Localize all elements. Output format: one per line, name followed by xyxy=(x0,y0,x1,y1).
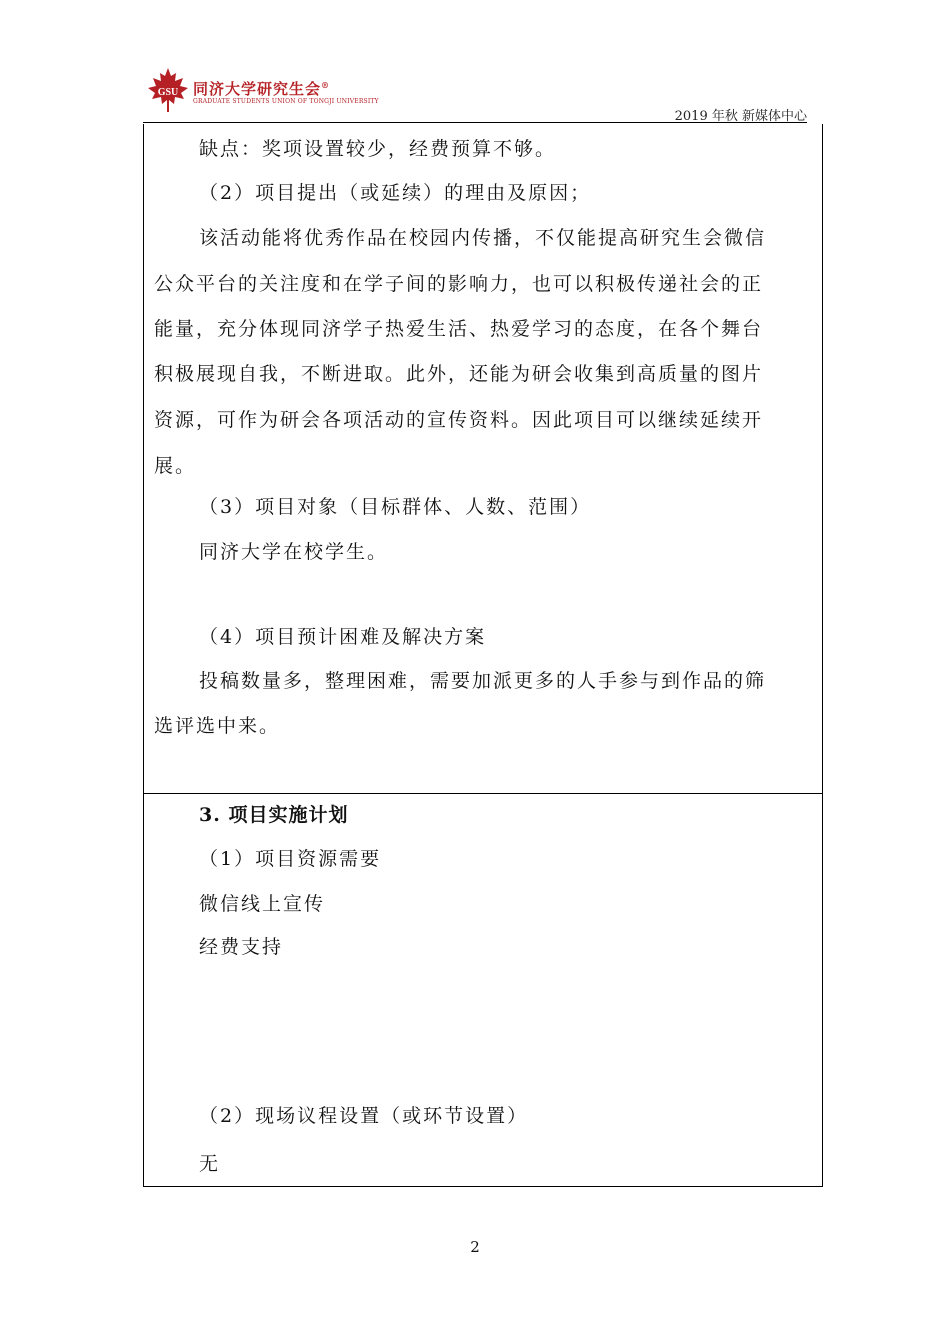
page-header xyxy=(143,64,807,124)
svg-text:GSU: GSU xyxy=(157,87,179,98)
text-line: （2）项目提出（或延续）的理由及原因； xyxy=(199,182,592,204)
text-line: 资源，可作为研会各项活动的宣传资料。因此项目可以继续延续开 xyxy=(154,409,764,431)
page-number: 2 xyxy=(470,1238,480,1256)
text-line: 经费支持 xyxy=(199,936,284,958)
org-logo xyxy=(145,66,379,114)
section-title: 3. 项目实施计划 xyxy=(199,804,349,826)
text-line: 无 xyxy=(199,1153,221,1175)
text-line: （1）项目资源需要 xyxy=(199,848,382,870)
text-line: （2）现场议程设置（或环节设置） xyxy=(199,1105,529,1127)
text-line: 同济大学在校学生。 xyxy=(199,541,389,563)
text-line: 能量，充分体现同济学子热爱生活、热爱学习的态度，在各个舞台 xyxy=(154,318,764,340)
header-rule xyxy=(143,122,807,123)
maple-leaf-icon xyxy=(145,66,191,114)
text-line: 微信线上宣传 xyxy=(199,893,326,915)
text-line: 选评选中来。 xyxy=(154,715,281,737)
text-line: 展。 xyxy=(154,455,197,477)
text-line: 投稿数量多，整理困难，需要加派更多的人手参与到作品的筛 xyxy=(199,670,767,692)
header-term-department: 2019 年秋 新媒体中心 xyxy=(674,109,807,124)
text-line: 缺点：奖项设置较少，经费预算不够。 xyxy=(199,138,557,160)
text-line: 积极展现自我，不断进取。此外，还能为研会收集到高质量的图片 xyxy=(154,363,764,385)
implementation-plan-cell xyxy=(143,793,823,1187)
text-line: （3）项目对象（目标群体、人数、范围） xyxy=(199,496,592,518)
text-line: 公众平台的关注度和在学子间的影响力，也可以积极传递社会的正 xyxy=(154,273,764,295)
project-rationale-cell xyxy=(143,124,823,794)
text-line: 该活动能将优秀作品在校园内传播，不仅能提高研究生会微信 xyxy=(199,227,767,249)
logo-org-name-en: GRADUATE STUDENTS UNION OF TONGJI UNIVERSITY xyxy=(193,98,379,105)
logo-org-name-cn: 同济大学研究生会® xyxy=(193,80,331,98)
text-line: （4）项目预计困难及解决方案 xyxy=(199,626,487,648)
